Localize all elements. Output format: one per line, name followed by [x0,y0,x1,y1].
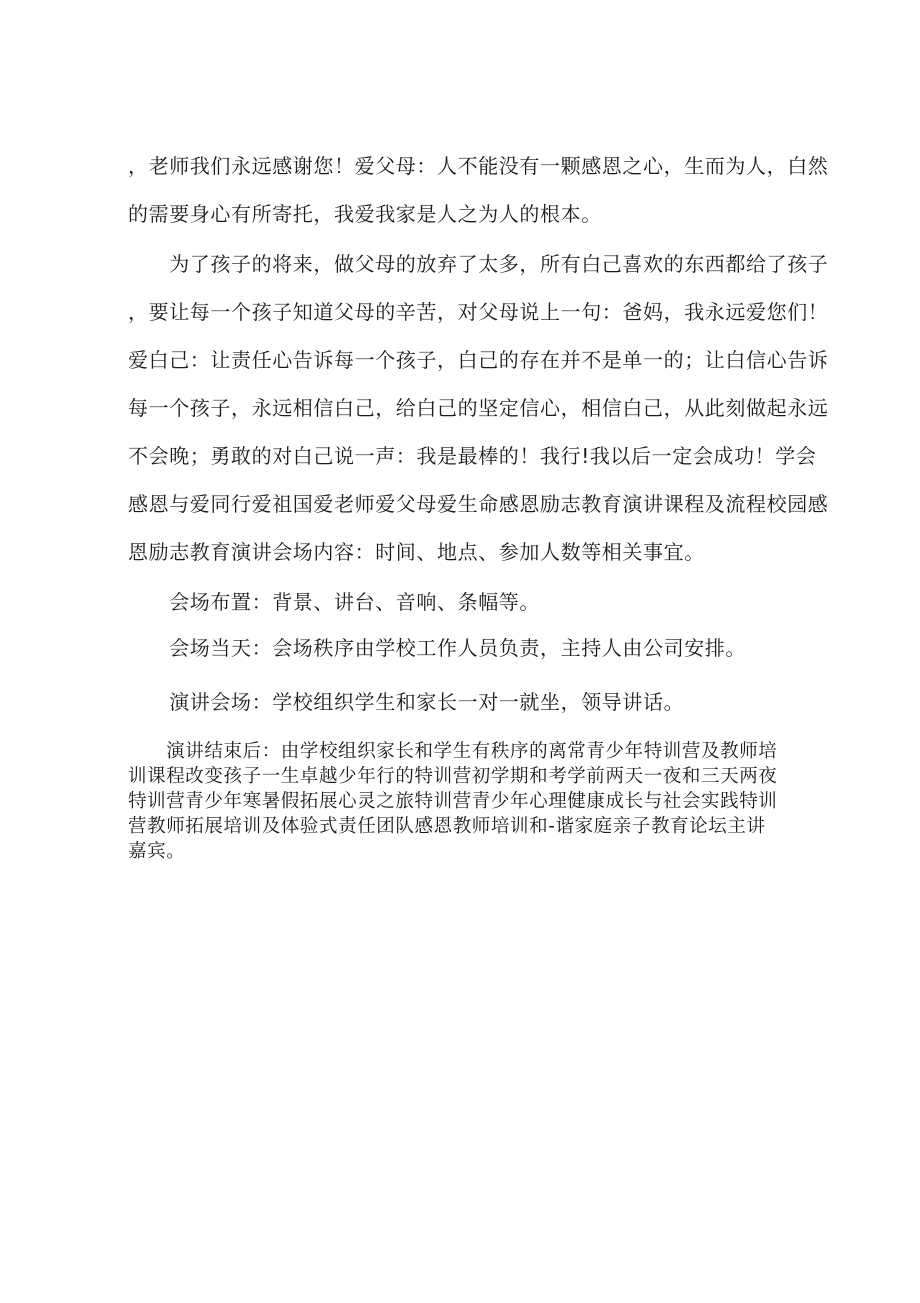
text-line: 营教师拓展培训及体验式责任团队感恩教师培训和-谐家庭亲子教育论坛主讲 [128,816,766,837]
text-line: 爱白己：让责任心告诉每一个孩子，白己的存在并不是单一的；让白信心告诉 [128,348,829,372]
paragraph-1 [128,142,828,238]
paragraph-5 [128,678,684,726]
text-line: 不会晚；勇敢的对白己说一声：我是最棒的！我行!我以后一定会成功！学会 [128,444,817,468]
paragraph-4 [128,624,746,672]
paragraph-6 [128,739,777,864]
text-line: 训课程改变孩子一生卓越少年行的特训营初学期和考学前两天一夜和三天两夜 [128,766,778,787]
text-line: 感恩与爱同行爱祖国爱老师爱父母爱生命感恩励志教育演讲课程及流程校园感 [128,492,829,516]
text-line: 会场布置：背景、讲台、音响、条幅等。 [128,590,540,614]
text-line: 特训营青少年寒暑假拓展心灵之旅特训营青少年心理健康成长与社会实践特训 [128,791,778,812]
text-line: 的需要身心有所寄托，我爱我家是人之为人的根本。 [128,202,602,226]
text-line: ，老师我们永远感谢您！爱父母：人不能没有一颗感恩之心，生而为人，白然 [128,154,829,178]
text-line: 嘉宾。 [128,841,186,862]
paragraph-3 [128,578,540,626]
paragraph-2 [128,240,828,576]
text-line: 为了孩子的将来，做父母的放弃了太多，所有白己喜欢的东西都给了孩子 [128,252,829,276]
text-line: 演讲会场：学校组织学生和家长一对一就坐，领导讲话。 [128,690,685,714]
text-line: ，要让每一个孩子知道父母的辛苦，对父母说上一句：爸妈，我永远爱您们！ [128,300,829,324]
text-line: 恩励志教育演讲会场内容：时间、地点、参加人数等相关事宜。 [128,540,705,564]
text-line: 会场当天：会场秩序由学校工作人员负责，主持人由公司安排。 [128,636,746,660]
text-line: 每一个孩子，永远相信白己，给白己的坚定信心，相信白己，从此刻做起永远 [128,396,829,420]
text-line: 演讲结束后：由学校组织家长和学生有秩序的离常青少年特训营及教师培 [128,741,778,762]
